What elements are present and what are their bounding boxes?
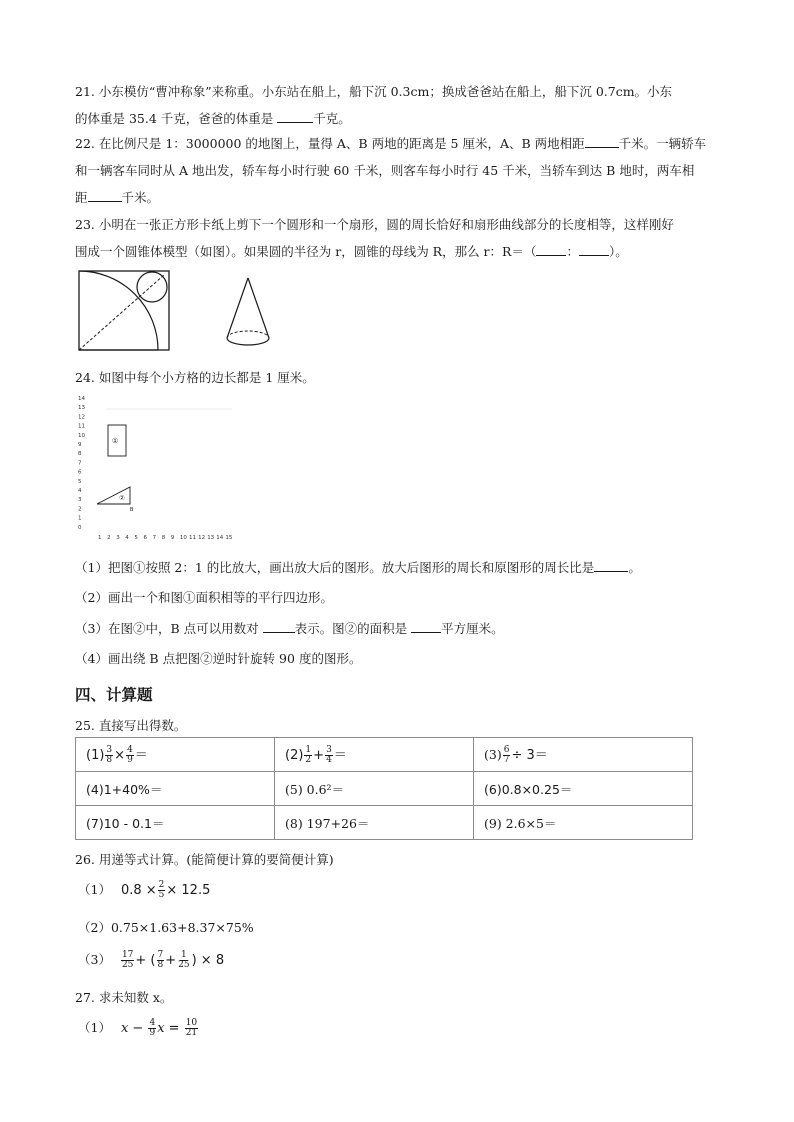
fraction: $\frac{3}{8}$ (106, 745, 113, 765)
fraction: $\frac{17}{25}$ (121, 950, 134, 970)
y-tick-label: 3 (78, 497, 82, 504)
expr-index: （3） (78, 952, 111, 967)
q24-sub2: （2）画出一个和图①面积相等的平行四边形。 (75, 590, 333, 605)
q24-sub3-end: 平方厘米。 (441, 621, 504, 636)
q24-sub1-end: 。 (628, 560, 641, 575)
y-tick-label: 12 (78, 414, 85, 421)
q24-sub1 (75, 558, 641, 576)
q24-sub4: （4）画出绕 B 点把图②逆时针旋转 90 度的图形。 (75, 651, 362, 666)
x-tick-label: 8 (161, 535, 166, 541)
x-tick-label: 7 (152, 535, 157, 541)
y-tick-label: 9 (78, 442, 82, 448)
fraction: $\frac{4}{9}$ (127, 745, 133, 765)
q22-text-after: 千米。一辆轿车 (618, 136, 707, 151)
x-tick-label: 3 (116, 535, 120, 541)
q22-line3 (75, 188, 159, 206)
shape-1-label: ① (112, 437, 119, 445)
q27-title: 27. 求未知数 x。 (75, 990, 173, 1005)
x-tick-label: 10 (179, 535, 187, 541)
x-tick-label: 1 (98, 535, 102, 541)
x-tick-label: 14 (216, 535, 224, 541)
fraction: $\frac{1}{25}$ (178, 950, 190, 970)
calc-cell-1: (1) $\frac{3}{8}$ × $\frac{4}{9}$ ＝ (76, 738, 275, 772)
q22-line2: 和一辆客车同时从 A 地出发，轿车每小时行驶 60 千米，则客车每小时行 45 千米，当轿车到达 B 地时，两车相 (75, 163, 695, 178)
fraction: $\frac{3}{4}$ (326, 745, 332, 765)
y-tick-label: 14 (78, 396, 85, 402)
q21-line1: 21. 小东模仿“曹冲称象”来称重。小东站在船上，船下沉 0.3cm；换成爸爸站在船上，船下沉 0.7cm。小东 (75, 84, 673, 99)
table-row (76, 772, 693, 806)
expr-index: （1） (78, 882, 111, 897)
y-tick-label: 10 (78, 432, 85, 439)
fraction: $\frac{10}{21}$ (185, 1018, 198, 1038)
y-tick-label: 11 (78, 423, 85, 430)
expr-index: （1） (78, 1020, 111, 1035)
calc-cell-3: (3) $\frac{6}{7}$ ÷ 3＝ (474, 738, 693, 772)
answer-blank[interactable] (263, 621, 295, 633)
q27-equation-1: （1） x − $\frac{4}{9}$ x = $\frac{10}{21}$ (78, 1018, 198, 1038)
calc-index: (3) (484, 747, 502, 762)
q23-text: 围成一个圆锥体模型（如图）。如果圆的半径为 r，圆锥的母线为 R，那么 r：R＝（ (75, 244, 537, 259)
section-heading: 四、计算题 (75, 686, 153, 704)
q24-sub3-mid: 表示。图②的面积是 (294, 621, 412, 636)
q25-calc-table (75, 737, 693, 840)
q24-sub3-text: （3）在图②中，B 点可以用数对 (75, 621, 263, 636)
calc-cell-4: (4)1+40%＝ (76, 772, 275, 806)
q22-line1 (75, 134, 706, 152)
fraction: $\frac{6}{7}$ (503, 745, 510, 765)
y-tick-label: 2 (78, 506, 82, 513)
y-tick-label: 13 (78, 405, 85, 412)
answer-blank[interactable] (585, 136, 619, 148)
calc-cell-2: (2) $\frac{1}{2}$ + $\frac{3}{4}$ ＝ (275, 738, 474, 772)
x-tick-label: 4 (125, 535, 129, 541)
answer-blank[interactable] (594, 560, 628, 572)
answer-blank[interactable] (88, 190, 122, 202)
answer-blank[interactable] (536, 244, 566, 256)
y-tick-label: 8 (78, 451, 82, 458)
shape-2-label: ② (119, 494, 125, 502)
q26-expr-1: （1） 0.8 × $\frac{2}{5}$ × 12.5 (78, 880, 211, 900)
x-tick-label: 5 (134, 535, 138, 541)
calc-cell-7: (7)10 - 0.1＝ (76, 806, 275, 840)
y-tick-label: 6 (78, 469, 82, 476)
x-tick-label: 15 (225, 535, 233, 541)
q22-text: 22. 在比例尺是 1：3000000 的地图上，量得 A、B 两地的距离是 5 厘米，A、B 两地相距 (75, 136, 585, 151)
q21-unit: 千克。 (313, 111, 351, 126)
answer-blank[interactable] (579, 244, 609, 256)
table-row (76, 738, 693, 772)
x-tick-label: 12 (198, 535, 206, 541)
calc-cell-6: (6)0.8×0.25＝ (474, 772, 693, 806)
q23-square-figure (78, 270, 172, 352)
q22-unit: 千米。 (121, 190, 160, 205)
fraction: $\frac{4}{9}$ (149, 1018, 156, 1038)
point-b-label: B (130, 507, 134, 513)
table-row (76, 806, 693, 840)
fraction: $\frac{7}{8}$ (157, 950, 164, 970)
x-tick-label: 6 (143, 535, 147, 541)
y-tick-label: 5 (78, 478, 82, 485)
q23-close: ）。 (608, 244, 628, 259)
calc-cell-5: (5) 0.6²＝ (275, 772, 474, 806)
q21-text: 的体重是 35.4 千克，爸爸的体重是 (75, 111, 278, 126)
q24-sub1-text: （1）把图①按照 2：1 的比放大，画出放大后的图形。放大后图形的周长和原图形的周长比是 (75, 560, 595, 575)
x-tick-label: 9 (170, 535, 175, 541)
q26-expr-2: （2）0.75×1.63+8.37×75% (78, 920, 254, 935)
y-tick-label: 7 (78, 460, 82, 467)
y-tick-label: 1 (78, 515, 82, 522)
q26-title: 26. 用递等式计算。(能简便计算的要简便计算) (75, 852, 334, 867)
y-tick-label: 4 (78, 488, 82, 494)
q22-text: 距 (75, 190, 88, 205)
fraction: $\frac{2}{5}$ (158, 880, 165, 900)
q21-line2 (75, 109, 351, 127)
answer-blank[interactable] (277, 111, 313, 123)
shape-2-triangle (97, 487, 130, 504)
q24-title: 24. 如图中每个小方格的边长都是 1 厘米。 (75, 370, 315, 385)
y-tick-label: 0 (78, 524, 82, 531)
calc-index: (1) (86, 748, 105, 763)
fraction: $\frac{1}{2}$ (305, 745, 312, 765)
calc-cell-8: (8) 197+26＝ (275, 806, 474, 840)
q23-line1: 23. 小明在一张正方形卡纸上剪下一个圆形和一个扇形，圆的周长恰好和扇形曲线部分的长度相等，这样刚好 (75, 217, 674, 232)
calc-cell-9: (9) 2.6×5＝ (474, 806, 693, 840)
q23-cone-figure (224, 276, 272, 356)
q24-grid-figure (72, 393, 242, 543)
answer-blank[interactable] (411, 621, 441, 633)
x-tick-label: 2 (107, 535, 111, 541)
q24-sub3 (75, 619, 504, 637)
q23-line2 (75, 242, 628, 260)
calc-index: (2) (285, 748, 304, 763)
q26-expr-3: （3） $\frac{17}{25}$ + ( $\frac{7}{8}$ + $\frac{1}{25}$ ) × 8 (78, 950, 225, 970)
q23-colon: ： (566, 244, 579, 259)
x-tick-label: 13 (207, 535, 215, 541)
x-tick-label: 11 (189, 535, 196, 541)
q25-title: 25. 直接写出得数。 (75, 718, 187, 733)
